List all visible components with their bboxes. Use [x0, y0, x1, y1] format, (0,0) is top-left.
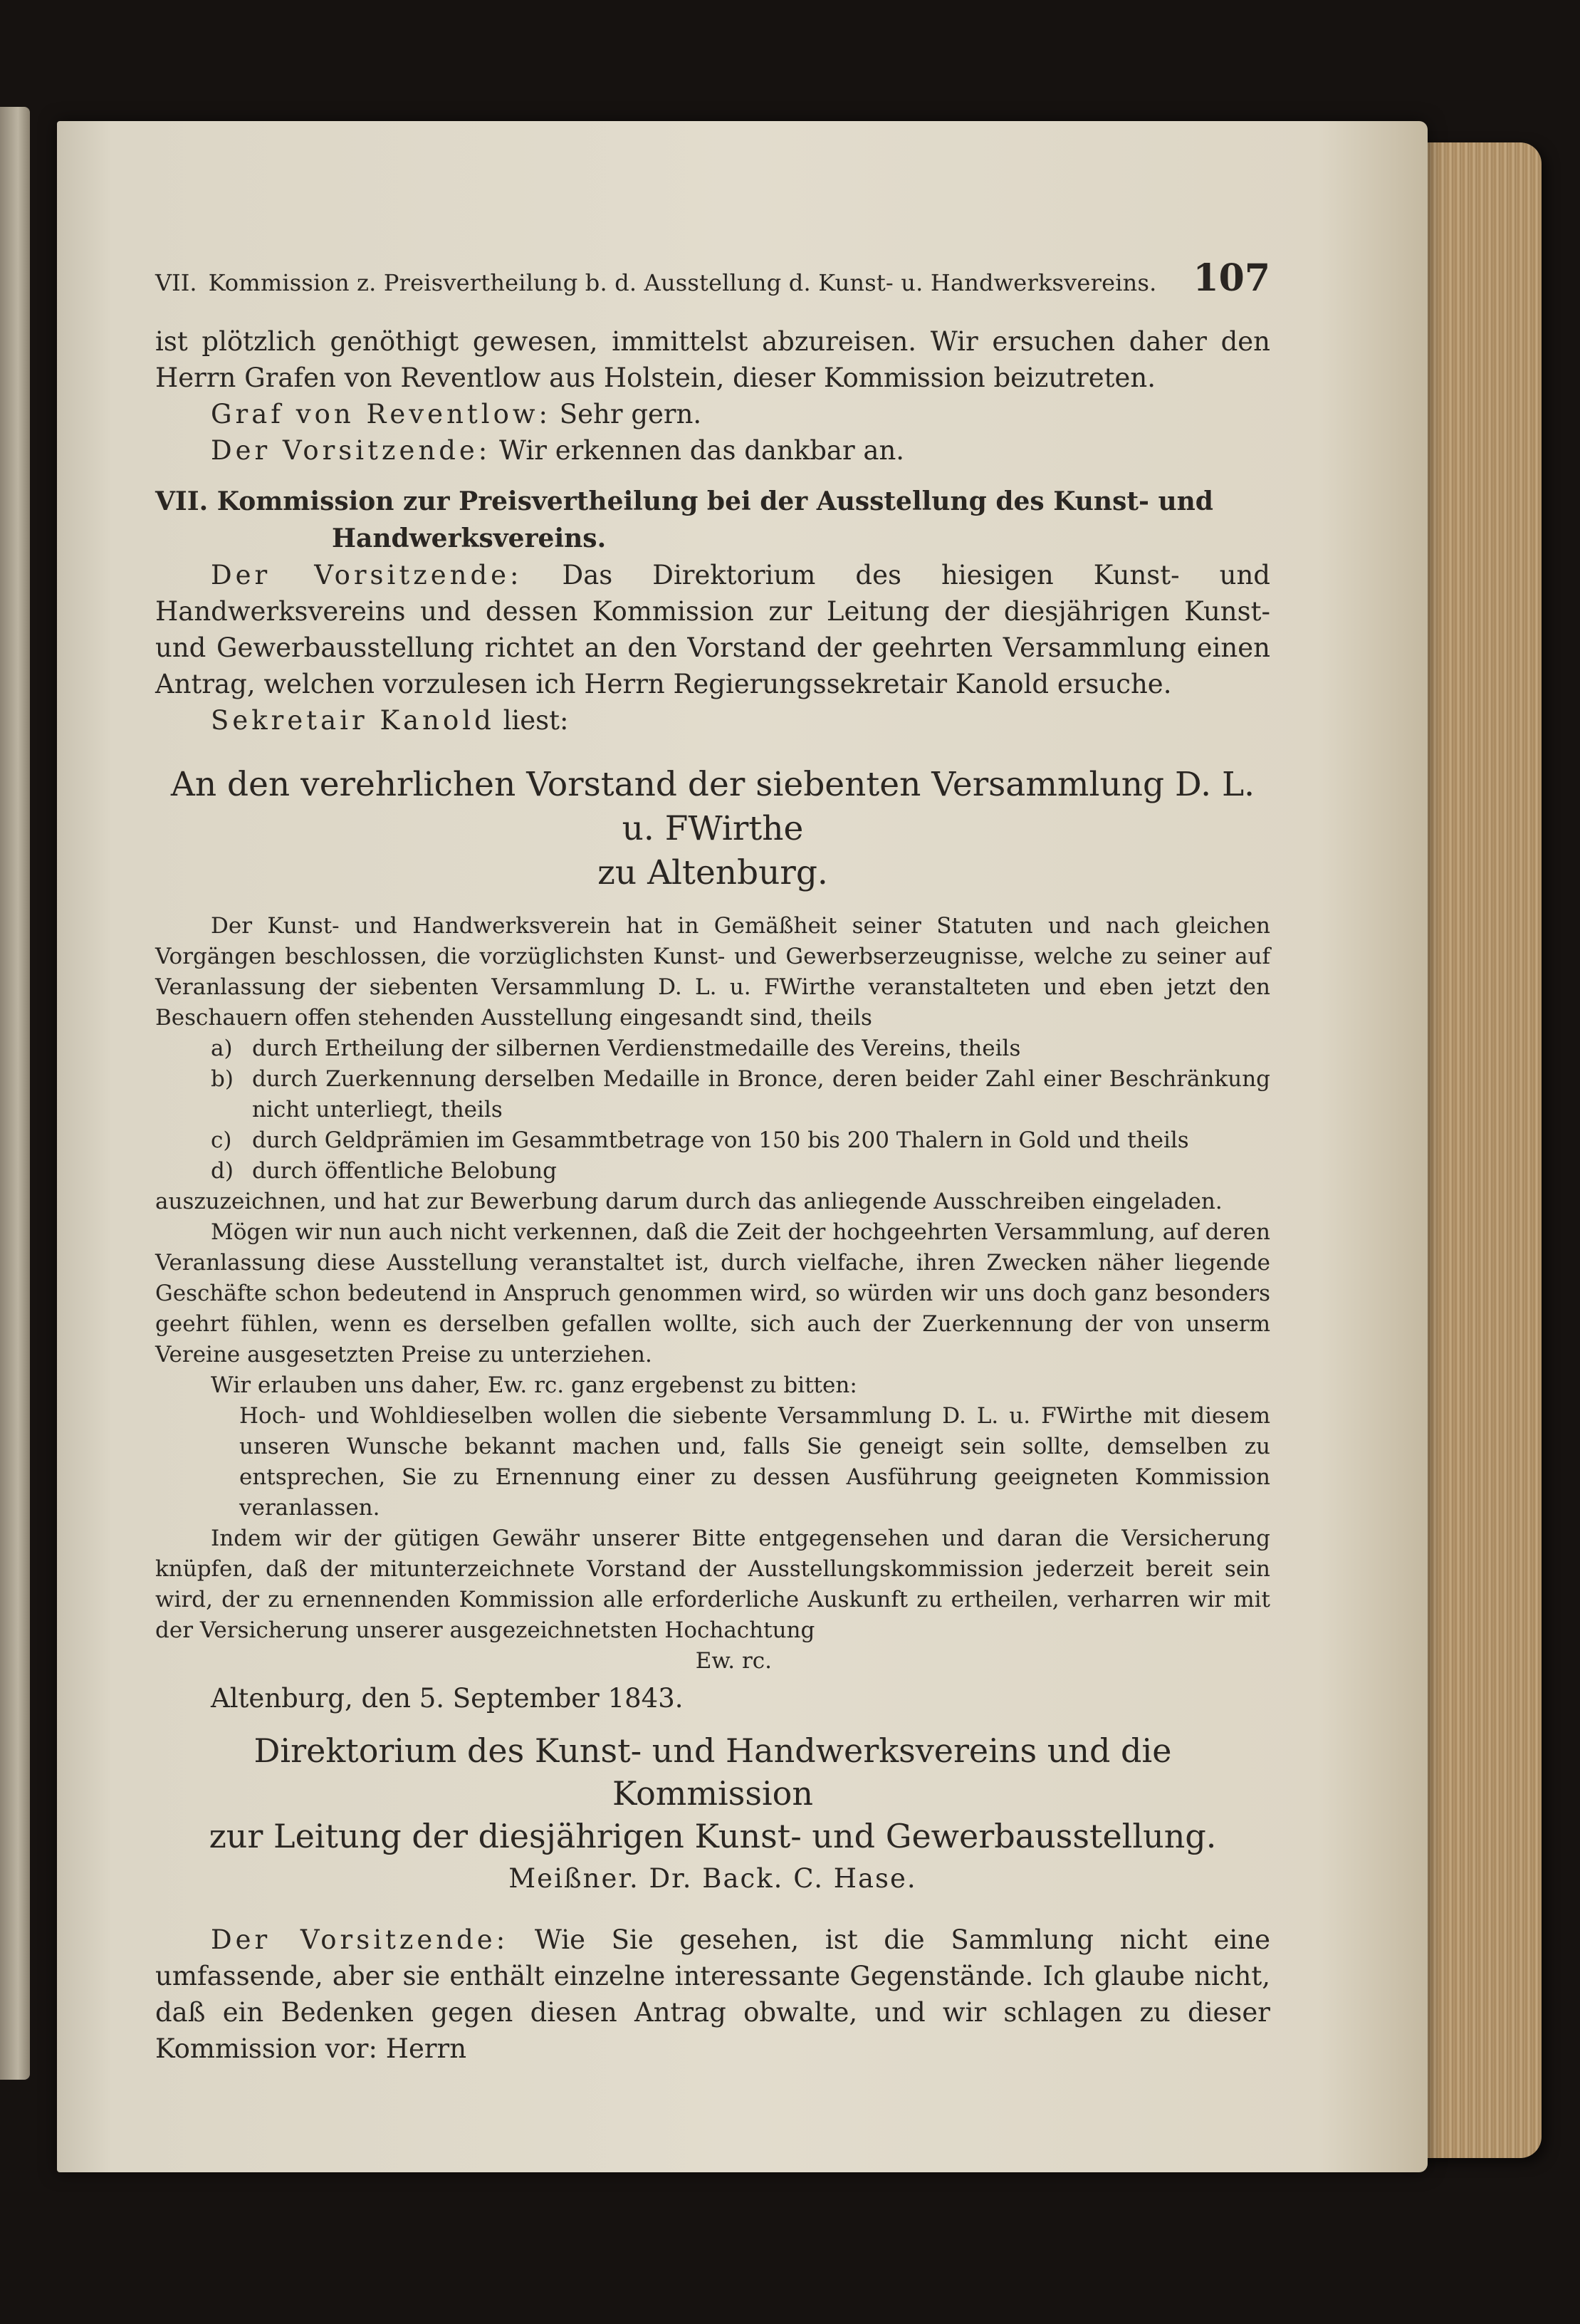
speaker-label: Der Vorsitzende: [211, 560, 523, 590]
paragraph-3 [155, 432, 1270, 469]
speaker-label: Graf von Reventlow: [211, 399, 552, 429]
section-heading [155, 483, 1270, 557]
page-number: 107 [1193, 256, 1270, 300]
header-running-title: Kommission z. Preisvertheilung b. d. Ausstellung d. Kunst- u. Handwerksvereins. [208, 269, 1157, 296]
speech-text: Das Direktorium des hiesigen Kunst- und Handwerksvereins und dessen Kommission zur Leitung der diesjährigen Kunst- und Gewerbausstellung richtet an den Vorstand der geehrten Versammlung einen Antrag, welchen vorzulesen ich Herrn Regierungssekretair Kanold ersuche. [155, 560, 1270, 699]
speech-text: Sehr gern. [559, 399, 702, 429]
section-numeral: VII. [155, 486, 209, 516]
letter-request: Hoch- und Wohldieselben wollen die siebente Versammlung D. L. u. FWirthe mit diesem unseren Wunsche bekannt machen und, falls Sie geneigt sein sollte, demselben zu entsprechen, Sie zu Ernennung einer zu dessen Ausführung geeigneten Kommission veranlassen. [239, 1403, 1270, 1521]
text-block [155, 256, 1270, 2067]
address-line2: zu Altenburg. [597, 853, 828, 892]
paragraph-1: ist plötzlich genöthigt gewesen, immittelst abzureisen. Wir ersuchen daher den Herrn Grafen von Reventlow aus Holstein, dieser Kommission beizutreten. [155, 326, 1270, 393]
speaker-label: Der Vorsitzende: [211, 435, 491, 466]
letter-intro: Der Kunst- und Handwerksverein hat in Gemäßheit seiner Statuten und nach gleichen Vorgängen beschlossen, die vorzüglichsten Kunst- und Gewerbserzeugnisse, welche zu seiner auf Veranlassung der siebenten Versammlung D. L. u. FWirthe veranstalteten und eben jetzt den Beschauern offen stehenden Ausstellung eingesandt sind, theils [155, 913, 1270, 1031]
final-paragraph [155, 1922, 1270, 2067]
list-marker: c) [211, 1127, 232, 1153]
speech-text: Wie Sie gesehen, ist die Sammlung nicht eine umfassende, aber sie enthält einzelne interessante Gegenstände. Ich glaube nicht, daß ein Bedenken gegen diesen Antrag obwalte, und wir schlagen zu dieser Kommission vor: Herrn [155, 1924, 1270, 2064]
letter-paragraph-4: Indem wir der gütigen Gewähr unserer Bitte entgegensehen und daran die Versicherung knüpfen, daß der mitunterzeichnete Vorstand der Ausstellungskommission jederzeit bereit sein wird, der zu ernennenden Kommission alle erforderliche Auskunft zu ertheilen, verharren wir mit der Versicherung unserer ausgezeichnetsten Hochachtung [155, 1526, 1270, 1643]
letter-paragraph-2: Mögen wir nun auch nicht verkennen, daß die Zeit der hochgeehrten Versammlung, auf deren Veranlassung diese Ausstellung veranstaltet ist, durch vielfache, ihren Zwecken näher liegende Geschäfte schon bedeutend in Anspruch genommen wird, so würden wir uns doch ganz besonders geehrt fühlen, wenn es derselben gefallen wollte, sich auch der Zuerkennung der von unserm Vereine ausgesetzten Preise zu unterziehen. [155, 1219, 1270, 1367]
letter-address [155, 763, 1270, 895]
list-text: durch Geldprämien im Gesammtbetrage von 150 bis 200 Thalern in Gold und theils [252, 1127, 1189, 1153]
section-title-line1: Kommission zur Preisvertheilung bei der Ausstellung des Kunst- und [216, 486, 1213, 516]
speech-text: Wir erkennen das dankbar an. [499, 435, 905, 466]
letter-after-items: auszuzeichnen, und hat zur Bewerbung darum durch das anliegende Ausschreiben eingeladen. [155, 1189, 1223, 1214]
signature-line2: zur Leitung der diesjährigen Kunst- und Gewerbausstellung. [209, 1817, 1217, 1855]
letter-body [155, 911, 1270, 1677]
list-text: durch Zuerkennung derselben Medaille in Bronce, deren beider Zahl einer Beschränkung nicht unterliegt, theils [252, 1066, 1270, 1122]
list-text: durch öffentliche Belobung [252, 1158, 557, 1184]
list-marker: d) [211, 1158, 234, 1184]
address-line1: An den verehrlichen Vorstand der siebenten Versammlung D. L. u. FWirthe [170, 765, 1255, 848]
left-page-edge [0, 107, 30, 2080]
list-item-d [155, 1156, 1270, 1187]
signature-names: Meißner. Dr. Back. C. Hase. [508, 1863, 917, 1894]
paragraph-5 [155, 702, 1270, 739]
paragraph-2 [155, 396, 1270, 432]
letter-paragraph-3: Wir erlauben uns daher, Ew. rc. ganz ergebenst zu bitten: [211, 1372, 857, 1398]
paragraph-4 [155, 557, 1270, 702]
book-page [57, 121, 1428, 2172]
running-header [155, 256, 1270, 302]
list-item-a [155, 1033, 1270, 1064]
dateline: Altenburg, den 5. September 1843. [211, 1683, 684, 1714]
speaker-label: Der Vorsitzende: [211, 1924, 509, 1955]
signature-block [155, 1729, 1270, 1857]
speaker-label: Sekretair Kanold [211, 705, 495, 736]
list-item-c [155, 1125, 1270, 1156]
list-marker: b) [211, 1066, 234, 1092]
signature-line1: Direktorium des Kunst- und Handwerksvereins und die Kommission [253, 1731, 1172, 1813]
header-section-numeral: VII. [155, 269, 197, 296]
speech-text: liest: [503, 705, 569, 736]
list-marker: a) [211, 1036, 233, 1061]
list-text: durch Ertheilung der silbernen Verdienstmedaille des Vereins, theils [252, 1036, 1021, 1061]
section-title-line2: Handwerksvereins. [332, 523, 607, 553]
list-item-b [155, 1064, 1270, 1125]
letter-closing: Ew. rc. [695, 1648, 772, 1674]
